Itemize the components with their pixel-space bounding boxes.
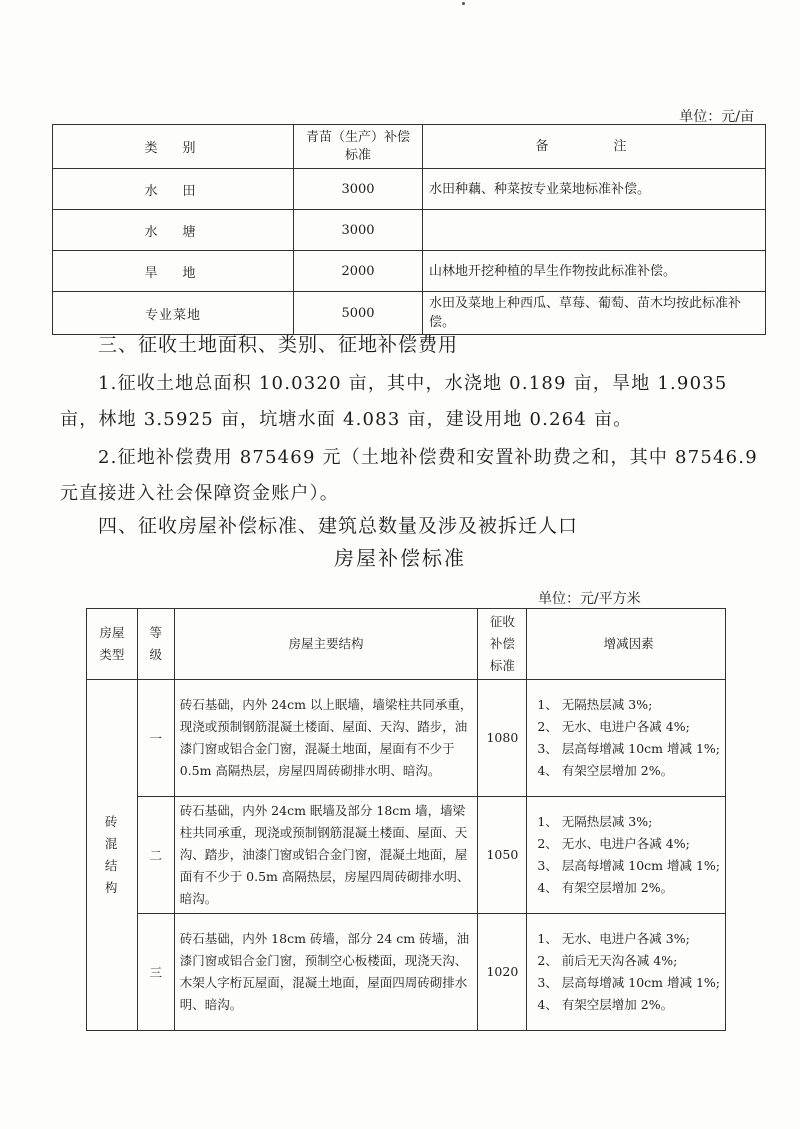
factor-item: 4、 有架空层增加 2%。 bbox=[537, 763, 674, 778]
row-note: 水田及菜地上种西瓜、草莓、葡萄、苗木均按此标准补偿。 bbox=[423, 292, 766, 335]
header-note: 备 注 bbox=[423, 125, 766, 169]
header-grade bbox=[137, 609, 174, 680]
structure-cell: 砖石基础，内外 18cm 砖墙，部分 24 cm 砖墙，油漆门窗或铝合金门窗，预制空心板楼面，现浇天沟、木架人字桁瓦屋面，混凝土地面，屋面四周砖砌排水明、暗沟。 bbox=[174, 914, 478, 1031]
green-crop-compensation-table bbox=[52, 124, 766, 335]
row-standard: 5000 bbox=[294, 292, 423, 335]
row-standard: 3000 bbox=[294, 169, 423, 210]
table-row bbox=[53, 210, 766, 251]
row-note: 山林地开挖种植的旱生作物按此标准补偿。 bbox=[423, 251, 766, 292]
row-category: 水 塘 bbox=[53, 210, 294, 251]
grade-cell: 三 bbox=[137, 914, 174, 1031]
table-header-row bbox=[53, 125, 766, 169]
standard-cell: 1080 bbox=[478, 680, 527, 797]
row-note bbox=[423, 210, 766, 251]
house-type-text: 砖混结构 bbox=[104, 814, 120, 895]
structure-cell: 砖石基础，内外 24cm 眠墙及部分 18cm 墙，墙梁柱共同承重，现浇或预制钢筋混凝土楼面、屋面、天沟、踏步，油漆门窗或铝合金门窗，混凝土地面，屋面有不少于 0.5m 高隔热层，房屋四周砖砌排水明、暗沟。 bbox=[174, 797, 478, 914]
row-category: 水 田 bbox=[53, 169, 294, 210]
house-type-cell bbox=[87, 680, 138, 1031]
table-row bbox=[87, 797, 726, 914]
factors-cell bbox=[527, 914, 726, 1031]
scan-speck bbox=[462, 2, 465, 5]
factor-item: 1、 无隔热层减 3%; bbox=[537, 814, 653, 829]
factors-cell bbox=[527, 680, 726, 797]
factor-item: 3、 层高每增减 10cm 增减 1%; bbox=[537, 858, 720, 873]
factor-item: 3、 层高每增减 10cm 增减 1%; bbox=[537, 975, 720, 990]
row-category: 专业菜地 bbox=[53, 292, 294, 335]
factors-cell bbox=[527, 797, 726, 914]
factor-item: 4、 有架空层增加 2%。 bbox=[537, 880, 674, 895]
factor-item: 2、 无水、电进户各减 4%; bbox=[537, 719, 690, 734]
header-house-type bbox=[87, 609, 138, 680]
header-house-type-text: 房屋类型 bbox=[99, 625, 125, 662]
structure-cell: 砖石基础，内外 24cm 以上眠墙，墙梁柱共同承重，现浇或预制钢筋混凝土楼面、屋面、天沟、踏步，油漆门窗或铝合金门窗，混凝土地面，屋面有不少于 0.5m 高隔热层，房屋四周砖砌排水明、暗沟。 bbox=[174, 680, 478, 797]
row-note: 水田种藕、种菜按专业菜地标准补偿。 bbox=[423, 169, 766, 210]
header-standard-text: 征收补偿标准 bbox=[489, 614, 515, 673]
grade-cell: 一 bbox=[137, 680, 174, 797]
table-row bbox=[53, 292, 766, 335]
factor-item: 1、 无隔热层减 3%; bbox=[537, 697, 653, 712]
standard-cell: 1020 bbox=[478, 914, 527, 1031]
section3-heading: 三、征收土地面积、类别、征地补偿费用 bbox=[98, 334, 459, 356]
table-row bbox=[53, 169, 766, 210]
house-compensation-table bbox=[86, 608, 726, 1031]
section3-paragraph-2: 2.征地补偿费用 875469 元（土地补偿费和安置补助费之和，其中 87546.9 元直接进入社会保障资金账户）。 bbox=[60, 447, 758, 504]
row-standard: 2000 bbox=[294, 251, 423, 292]
header-factors: 增减因素 bbox=[527, 609, 726, 680]
standard-cell: 1050 bbox=[478, 797, 527, 914]
table-header-row bbox=[87, 609, 726, 680]
table-row bbox=[87, 914, 726, 1031]
factor-item: 1、 无水、电进户各减 3%; bbox=[537, 931, 690, 946]
row-standard: 3000 bbox=[294, 210, 423, 251]
header-grade-text: 等级 bbox=[149, 625, 163, 662]
factor-item: 2、 无水、电进户各减 4%; bbox=[537, 836, 690, 851]
table1-unit: 单位：元/亩 bbox=[679, 109, 754, 125]
row-category: 旱 地 bbox=[53, 251, 294, 292]
section3-paragraph-1: 1.征收土地总面积 10.0320 亩，其中，水浇地 0.189 亩，旱地 1.9035 亩，林地 3.5925 亩，坑塘水面 4.083 亩，建设用地 0.264 亩。 bbox=[60, 373, 728, 430]
table-row bbox=[87, 680, 726, 797]
header-category: 类 别 bbox=[53, 125, 294, 169]
header-standard: 青苗（生产）补偿标准 bbox=[294, 125, 423, 169]
factor-item: 2、 前后无天沟各减 4%; bbox=[537, 953, 678, 968]
table2-unit: 单位：元/平方米 bbox=[538, 591, 641, 607]
house-compensation-title: 房屋补偿标准 bbox=[334, 546, 466, 570]
grade-cell: 二 bbox=[137, 797, 174, 914]
factor-item: 4、 有架空层增加 2%。 bbox=[537, 997, 674, 1012]
factor-item: 3、 层高每增减 10cm 增减 1%; bbox=[537, 741, 720, 756]
header-standard bbox=[478, 609, 527, 680]
section4-heading: 四、征收房屋补偿标准、建筑总数量及涉及被拆迁人口 bbox=[98, 515, 579, 537]
table-row bbox=[53, 251, 766, 292]
header-structure: 房屋主要结构 bbox=[174, 609, 478, 680]
